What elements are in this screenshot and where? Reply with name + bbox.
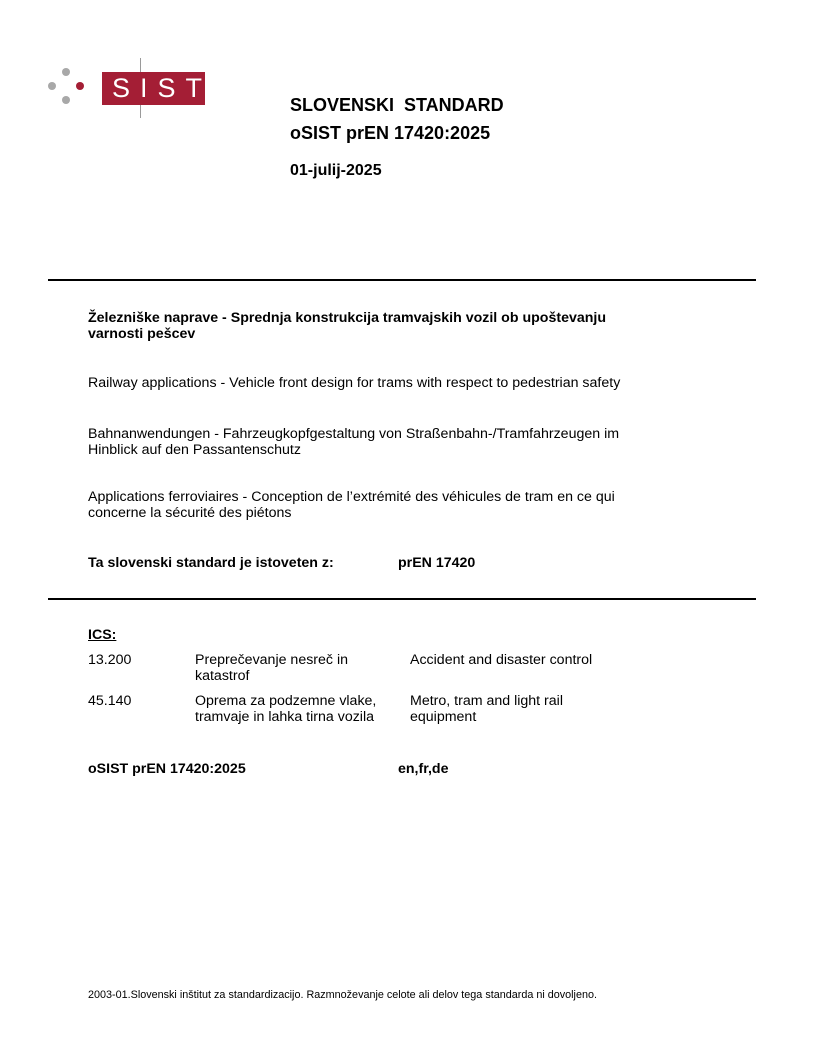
- identity-label: Ta slovenski standard je istoveten z:: [88, 555, 334, 571]
- doc-languages: en,fr,de: [398, 761, 449, 777]
- ics-desc-sl-line: Oprema za podzemne vlake,: [195, 693, 377, 709]
- title-sl-line: varnosti pešcev: [88, 326, 196, 342]
- title-fr-line: Applications ferroviaires - Conception de l’extrémité des véhicules de tram en ce qui: [88, 489, 615, 505]
- divider-bottom: [48, 598, 756, 600]
- ics-desc-sl-line: katastrof: [195, 668, 250, 684]
- title-fr-line: concerne la sécurité des piétons: [88, 505, 292, 521]
- title-english: Railway applications - Vehicle front design for trams with respect to pedestrian safety: [88, 375, 621, 391]
- copyright-footer: 2003-01.Slovenski inštitut za standardizacijo. Razmnoževanje celote ali delov tega standarda ni dovoljeno.: [88, 989, 597, 1001]
- logo-dot-icon: [62, 96, 70, 104]
- logo-dot-icon: [48, 82, 56, 90]
- divider-top: [48, 279, 756, 281]
- standard-type: SLOVENSKI STANDARD: [290, 95, 504, 115]
- title-de-line: Hinblick auf den Passantenschutz: [88, 442, 301, 458]
- doc-code: oSIST prEN 17420:2025: [88, 761, 246, 777]
- title-sl-line: Železniške naprave - Sprednja konstrukcija tramvajskih vozil ob upoštevanju: [88, 310, 607, 326]
- standard-code: oSIST prEN 17420:2025: [290, 123, 491, 143]
- identity-value: prEN 17420: [398, 555, 476, 571]
- title-german: [88, 426, 728, 458]
- doc-code-line: [88, 761, 728, 777]
- ics-desc-en: [410, 693, 640, 725]
- ics-label: ICS:: [88, 627, 117, 643]
- title-french: [88, 489, 728, 521]
- identity-line: [88, 555, 728, 571]
- ics-desc-sl-line: Preprečevanje nesreč in: [195, 652, 348, 668]
- ics-desc-sl: [195, 652, 405, 684]
- title-de-line: Bahnanwendungen - Fahrzeugkopfgestaltung von Straßenbahn-/Tramfahrzeugen im: [88, 426, 620, 442]
- standard-date: 01-julij-2025: [290, 162, 382, 179]
- ics-desc-sl-line: tramvaje in lahka tirna vozila: [195, 709, 374, 725]
- ics-desc-en: [410, 652, 640, 668]
- logo-text: SIST: [102, 72, 205, 105]
- ics-desc-sl: [195, 693, 405, 725]
- ics-desc-en-line: Metro, tram and light rail: [410, 693, 563, 709]
- ics-code: 45.140: [88, 693, 132, 709]
- logo-dot-icon: [62, 68, 70, 76]
- title-slovenian: [88, 310, 728, 342]
- logo-dot-icon: [76, 82, 84, 90]
- ics-desc-en-line: equipment: [410, 709, 477, 725]
- ics-desc-en-line: Accident and disaster control: [410, 652, 593, 668]
- sist-logo: [45, 58, 215, 120]
- ics-code: 13.200: [88, 652, 132, 668]
